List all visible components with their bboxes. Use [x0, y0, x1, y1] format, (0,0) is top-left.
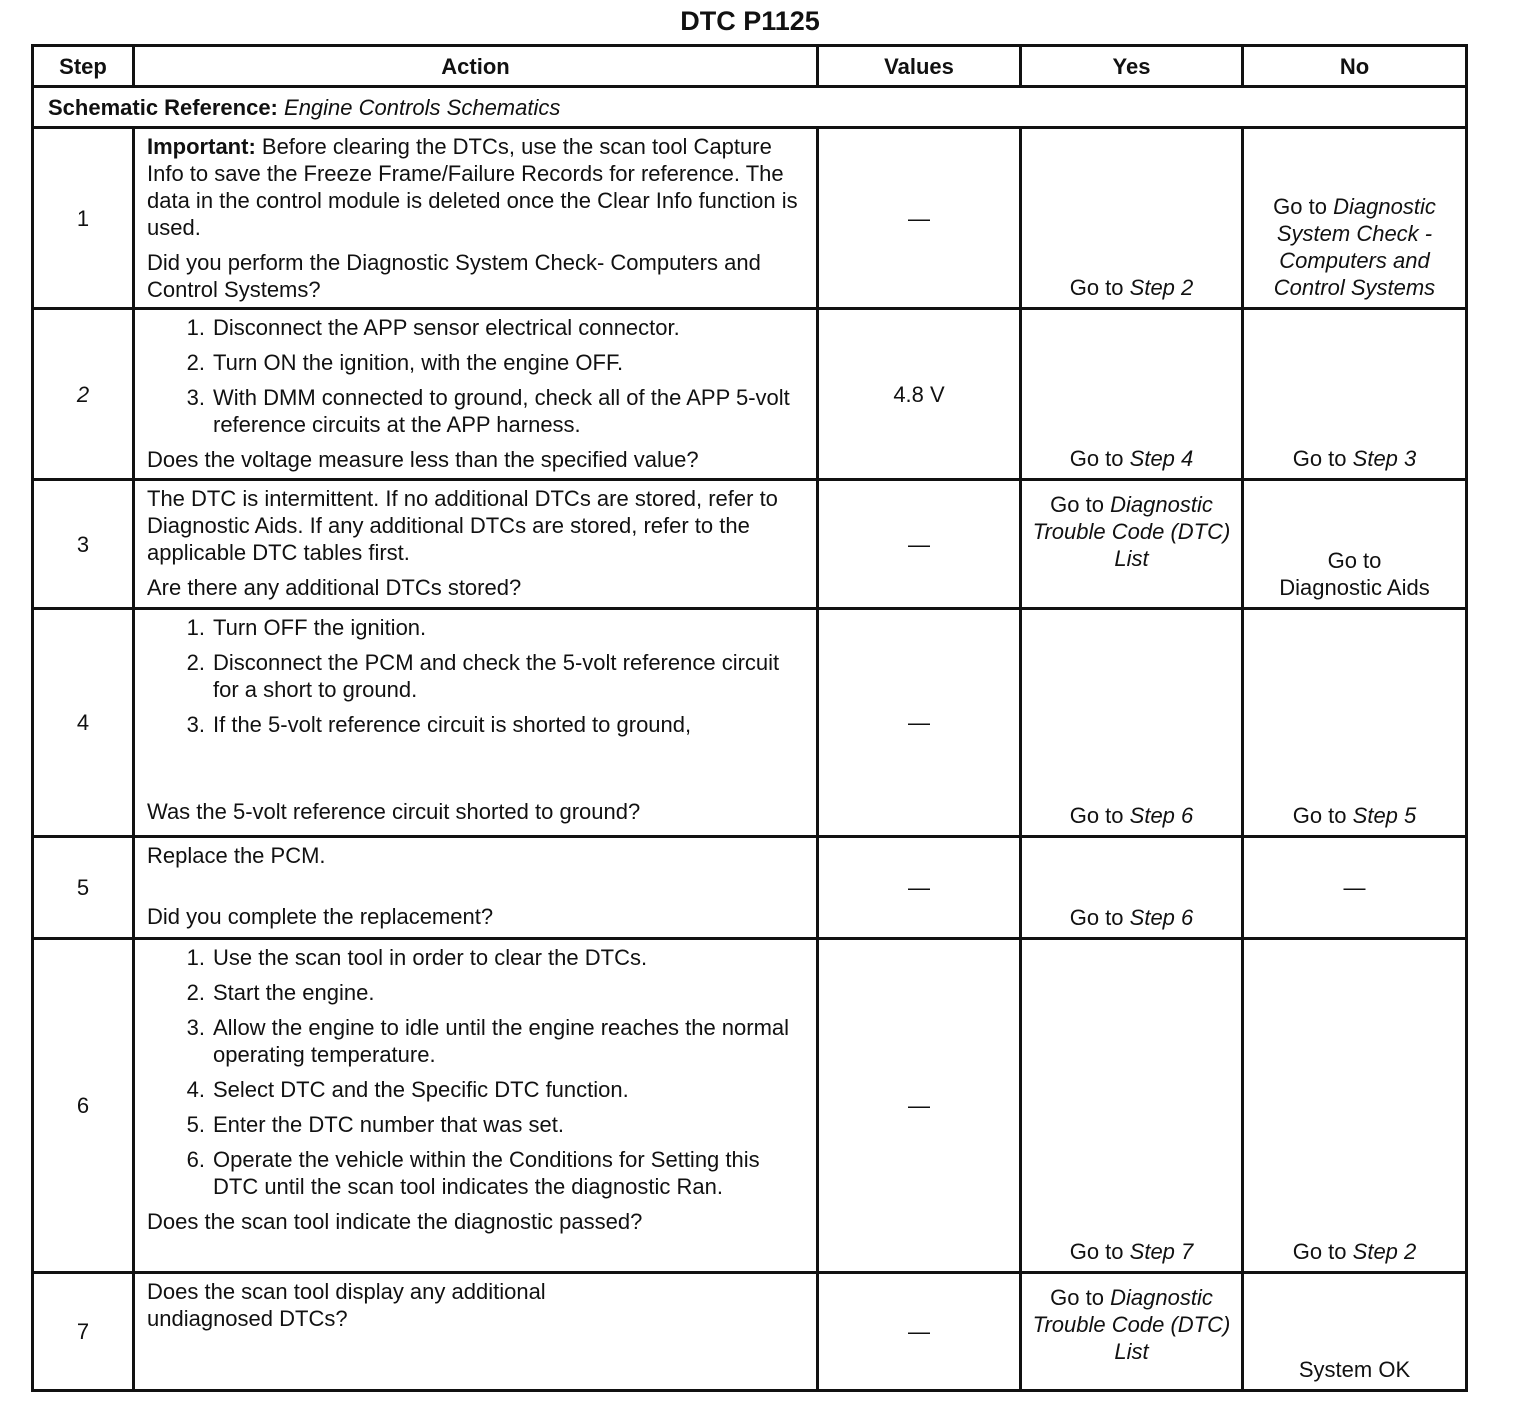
header-values: Values — [818, 46, 1021, 87]
value-cell: 4.8 V — [818, 309, 1021, 480]
yes-cell — [1021, 1273, 1243, 1391]
step-number-text: 2 — [76, 381, 90, 407]
no-link[interactable]: Step 3 — [1352, 446, 1417, 471]
important-note — [147, 133, 806, 241]
list-item: 2. Turn ON the ignition, with the engine OFF. — [186, 350, 624, 375]
go-to-label: Go to — [1292, 803, 1347, 828]
list-item: 3. If the 5-volt reference circuit is shorted to ground, — [186, 712, 692, 737]
table-row — [33, 609, 1467, 837]
header-no: No — [1243, 46, 1467, 87]
action-cell — [134, 837, 818, 939]
list-item: 6. Operate the vehicle within the Conditions for Setting this DTC until the scan tool indicates the diagnostic Ran. — [147, 1146, 806, 1200]
step-number: 5 — [33, 837, 134, 939]
step-number: 1 — [33, 128, 134, 309]
no-link[interactable]: Step 2 — [1352, 1239, 1417, 1264]
yes-cell — [1021, 939, 1243, 1273]
list-item-text: Disconnect the PCM and check the 5-volt reference circuit for a short to ground. — [213, 650, 780, 702]
no-cell — [1243, 128, 1467, 309]
schematic-link[interactable]: Engine Controls Schematics — [284, 94, 561, 120]
schematic-reference — [33, 87, 1467, 128]
go-to-label: Go to — [1069, 275, 1124, 300]
action-cell — [134, 309, 818, 480]
go-to-label: Go to — [1069, 905, 1124, 930]
go-to-label: Go to — [1050, 1285, 1104, 1310]
yes-cell — [1021, 609, 1243, 837]
list-item-text: Disconnect the APP sensor electrical connector. — [213, 315, 680, 340]
list-item: 3. With DMM connected to ground, check all of the APP 5-volt reference circuits at the APP harness. — [147, 384, 806, 438]
yes-link[interactable]: Step 6 — [1129, 905, 1194, 930]
no-cell — [1243, 480, 1467, 609]
no-text[interactable]: Diagnostic Aids — [1279, 575, 1430, 600]
step-number: 6 — [33, 939, 134, 1273]
table-row — [33, 1273, 1467, 1391]
question: Does the scan tool display any additional undiagnosed DTCs? — [147, 1279, 546, 1331]
action-text: The DTC is intermittent. If no additional DTCs are stored, refer to Diagnostic Aids. If any additional DTCs are stored, refer to the applicable DTC tables first. — [147, 486, 778, 565]
yes-link[interactable]: Diagnostic Trouble Code (DTC) List — [1032, 1285, 1231, 1364]
table-row — [33, 309, 1467, 480]
go-to-label: Go to — [1327, 548, 1382, 573]
list-item: 3. Allow the engine to idle until the engine reaches the normal operating temperature. — [147, 1014, 806, 1068]
go-to-label: Go to — [1069, 446, 1124, 471]
no-cell: — — [1243, 837, 1467, 939]
no-cell — [1243, 939, 1467, 1273]
step-number: 7 — [33, 1273, 134, 1391]
no-link[interactable]: Step 5 — [1352, 803, 1417, 828]
header-yes: Yes — [1021, 46, 1243, 87]
table-row — [33, 128, 1467, 309]
go-to-label: Go to — [1292, 446, 1347, 471]
action-list — [147, 944, 806, 1200]
page-title: DTC P1125 — [680, 6, 820, 36]
important-text: Before clearing the DTCs, use the scan tool Capture Info to save the Freeze Frame/Failure Records for reference. The data in the control module is deleted once the Clear Info function is used. — [147, 134, 798, 240]
question: Are there any additional DTCs stored? — [147, 575, 522, 600]
value-cell: — — [818, 480, 1021, 609]
table-row — [33, 939, 1467, 1273]
list-item-text: Enter the DTC number that was set. — [213, 1112, 564, 1137]
list-item-text: Allow the engine to idle until the engine reaches the normal operating temperature. — [213, 1015, 790, 1067]
list-item: 1. Turn OFF the ignition. — [186, 615, 427, 640]
no-cell[interactable]: System OK — [1243, 1273, 1467, 1391]
action-cell — [134, 480, 818, 609]
go-to-label: Go to — [1069, 803, 1124, 828]
list-item: 1. Use the scan tool in order to clear the DTCs. — [186, 945, 648, 970]
list-item: 4. Select DTC and the Specific DTC function. — [186, 1077, 629, 1102]
step-number: 4 — [33, 609, 134, 837]
dtc-table — [31, 44, 1468, 1392]
list-item: 5. Enter the DTC number that was set. — [186, 1112, 564, 1137]
action-cell — [134, 609, 818, 837]
value-cell: — — [818, 939, 1021, 1273]
go-to-label: Go to — [1292, 1239, 1347, 1264]
value-cell: — — [818, 128, 1021, 309]
action-list — [147, 614, 806, 738]
table-row — [33, 480, 1467, 609]
action-list — [147, 314, 806, 438]
value-cell: — — [818, 609, 1021, 837]
yes-link[interactable]: Step 2 — [1129, 275, 1194, 300]
yes-cell — [1021, 128, 1243, 309]
list-item-text: Turn ON the ignition, with the engine OFF. — [213, 350, 624, 375]
question: Did you complete the replacement? — [147, 904, 494, 929]
no-link[interactable]: Diagnostic System Check - Computers and Control Systems — [1273, 194, 1436, 300]
no-cell — [1243, 609, 1467, 837]
value-cell: — — [818, 837, 1021, 939]
yes-link[interactable]: Diagnostic Trouble Code (DTC) List — [1032, 492, 1231, 571]
question: Did you perform the Diagnostic System Check- Computers and Control Systems? — [147, 250, 761, 302]
yes-cell — [1021, 309, 1243, 480]
yes-cell — [1021, 480, 1243, 609]
action-cell — [134, 128, 818, 309]
list-item-text: Use the scan tool in order to clear the DTCs. — [213, 945, 648, 970]
go-to-label: Go to — [1050, 492, 1104, 517]
question: Was the 5-volt reference circuit shorted to ground? — [147, 799, 641, 824]
list-item-text: Select DTC and the Specific DTC function. — [213, 1077, 629, 1102]
important-label: Important: — [147, 134, 256, 159]
step-number — [33, 309, 134, 480]
no-cell — [1243, 309, 1467, 480]
list-item-text: Operate the vehicle within the Conditions for Setting this DTC until the scan tool indicates the diagnostic Ran. — [213, 1147, 760, 1199]
yes-cell — [1021, 837, 1243, 939]
list-item: 2. Disconnect the PCM and check the 5-volt reference circuit for a short to ground. — [147, 649, 806, 703]
schematic-label: Schematic Reference: — [48, 94, 278, 120]
list-item-text: If the 5-volt reference circuit is shorted to ground, — [213, 712, 692, 737]
header-step: Step — [33, 46, 134, 87]
action-text: Replace the PCM. — [147, 843, 326, 868]
question: Does the scan tool indicate the diagnostic passed? — [147, 1209, 643, 1234]
yes-link[interactable]: Step 6 — [1129, 803, 1194, 828]
go-to-label: Go to — [1069, 1239, 1124, 1264]
header-action: Action — [134, 46, 818, 87]
yes-link[interactable]: Step 4 — [1129, 446, 1194, 471]
step-number: 3 — [33, 480, 134, 609]
action-cell — [134, 939, 818, 1273]
list-item-text: Turn OFF the ignition. — [213, 615, 427, 640]
question: Does the voltage measure less than the specified value? — [147, 447, 699, 472]
yes-link[interactable]: Step 7 — [1129, 1239, 1194, 1264]
schematic-row — [33, 87, 1467, 128]
value-cell: — — [818, 1273, 1021, 1391]
list-item: 1. Disconnect the APP sensor electrical connector. — [186, 315, 680, 340]
action-cell — [134, 1273, 818, 1391]
go-to-label: Go to — [1273, 194, 1327, 219]
list-item-text: With DMM connected to ground, check all of the APP 5-volt reference circuits at the APP harness. — [213, 385, 790, 437]
header-row — [33, 46, 1467, 87]
list-item: 2. Start the engine. — [186, 980, 375, 1005]
table-row — [33, 837, 1467, 939]
list-item-text: Start the engine. — [213, 980, 375, 1005]
